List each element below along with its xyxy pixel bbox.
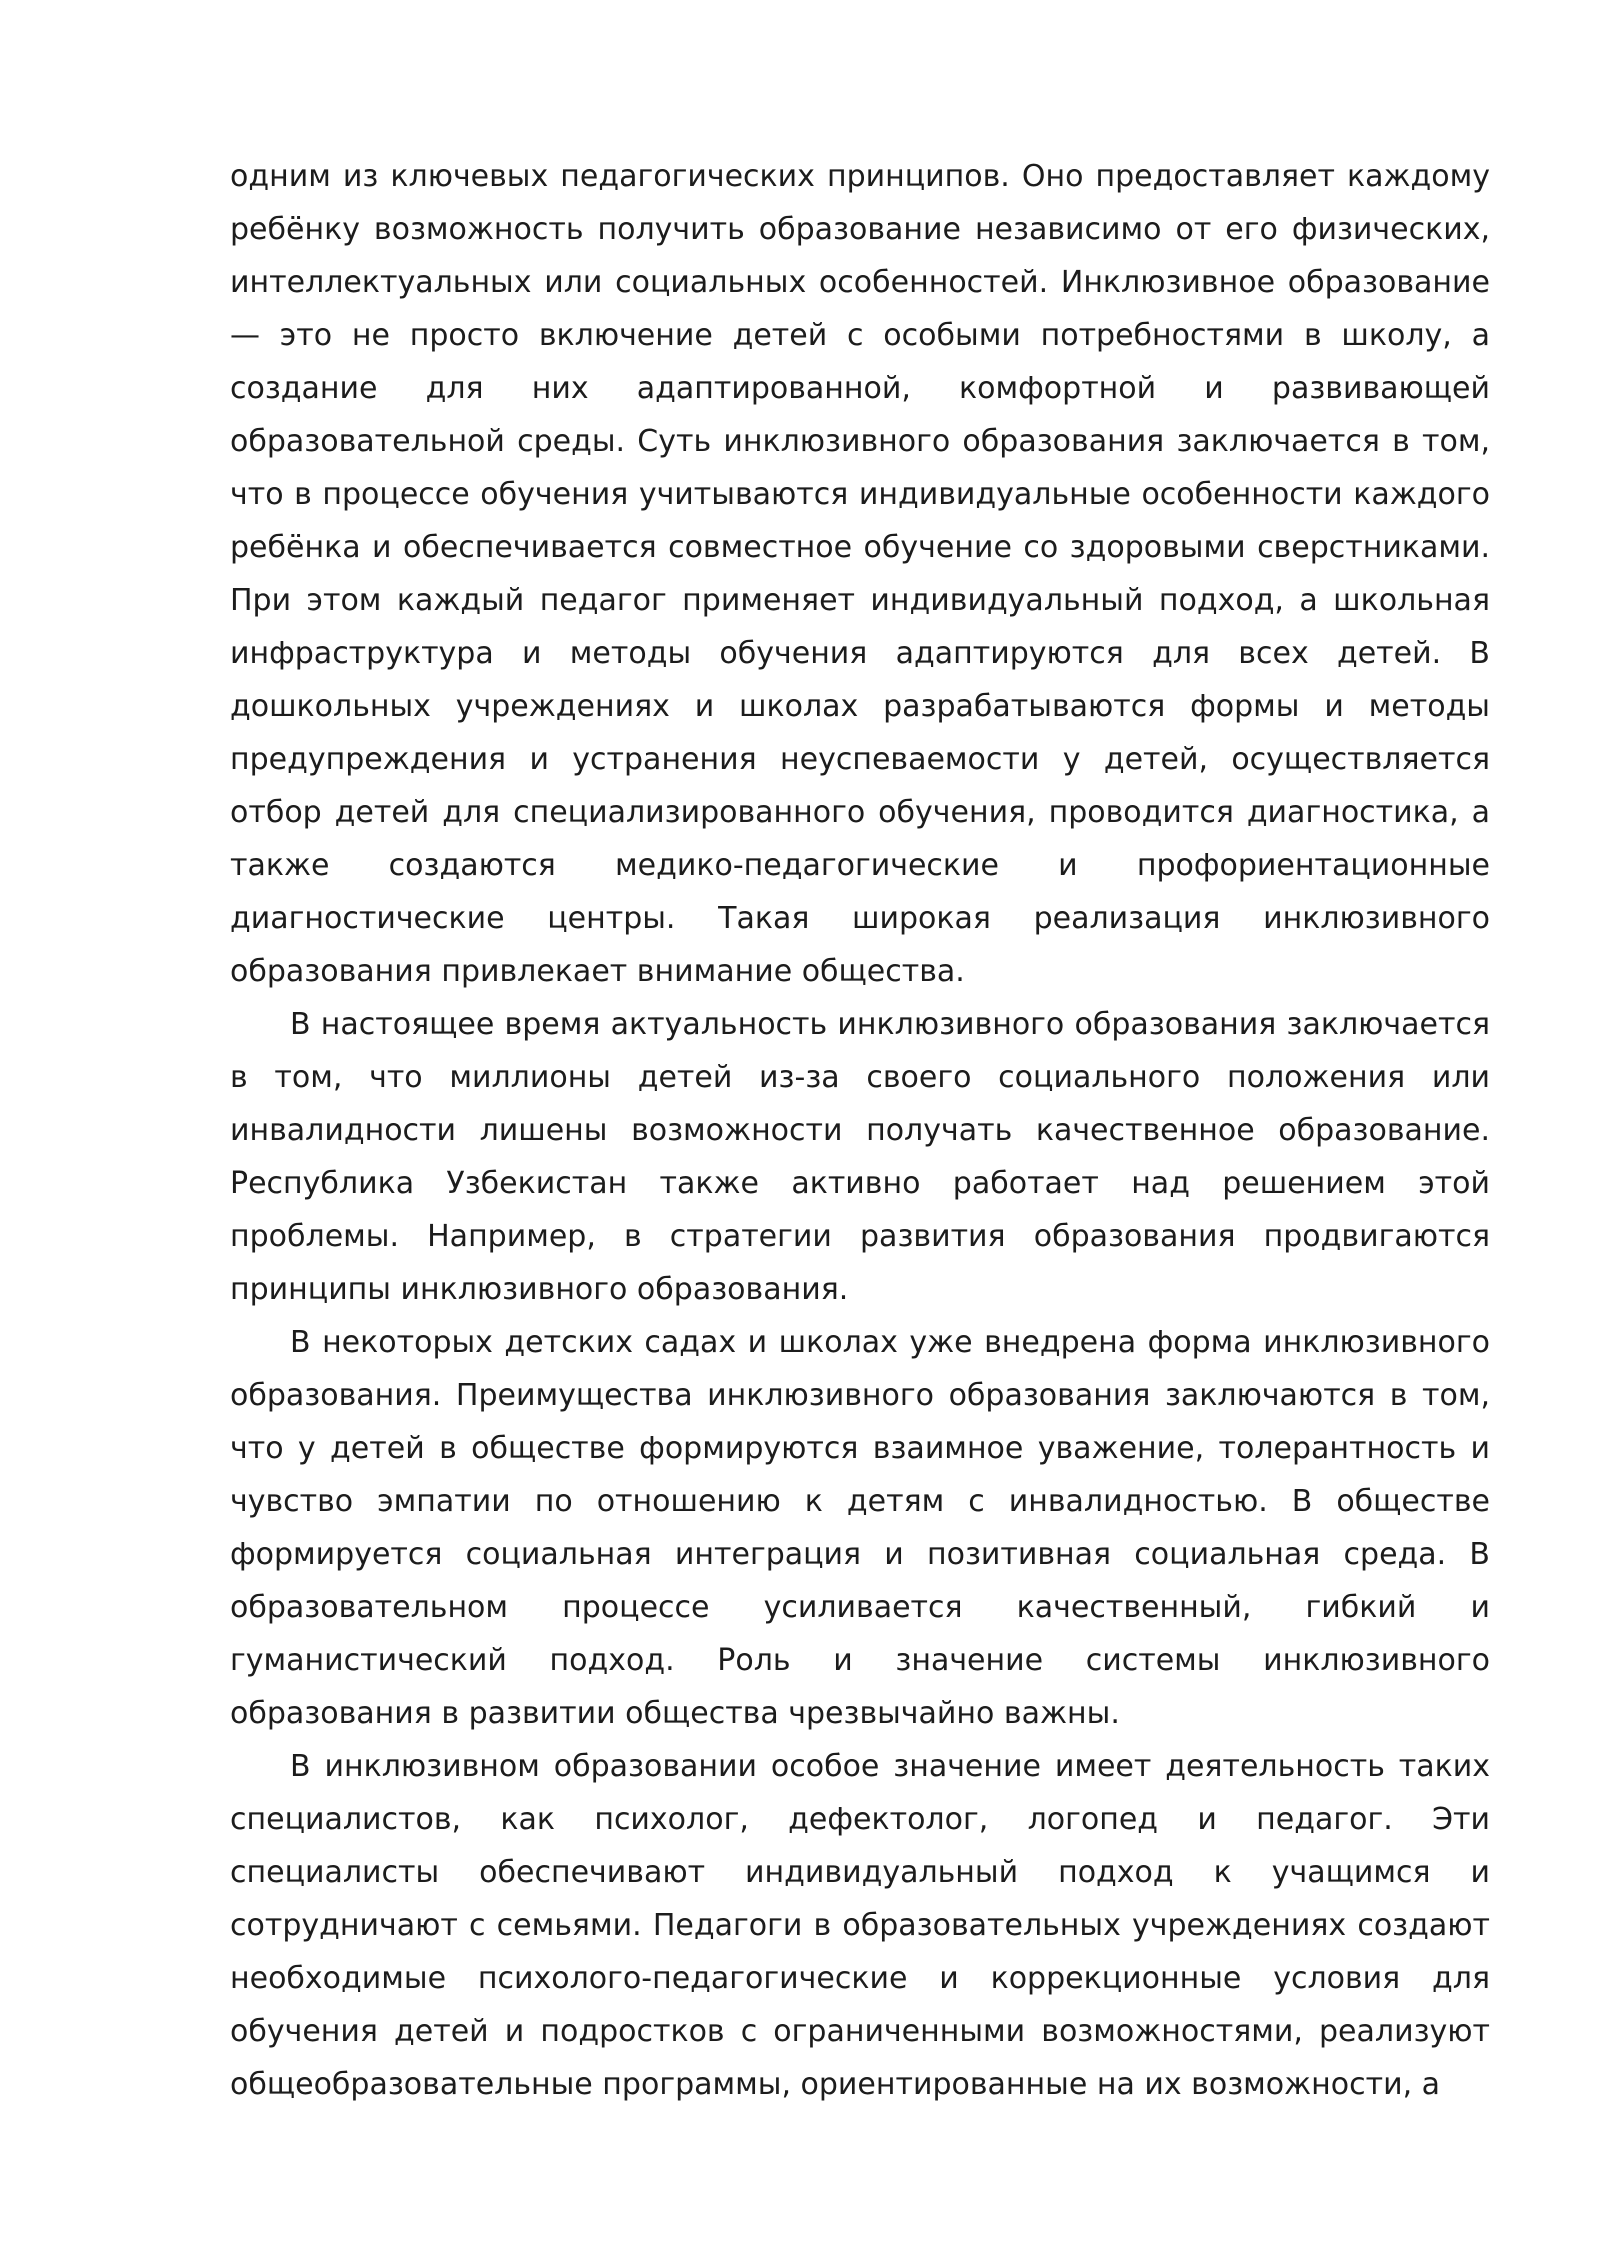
paragraph-4: В инклюзивном образовании особое значение имеет деятельность таких специалистов, как психолог, дефектолог, логопед и педагог. Эти специалисты обеспечивают индивидуальный подход к учащимся и сотрудничают с семьями. Педагоги в образовательных учреждениях создают необходимые психолого-педагогические и коррекционные условия для обучения детей и подростков с ограниченными возможностями, реализуют общеобразовательные программы, ориентированные на их возможности, а	[230, 1749, 1490, 2102]
document-page	[230, 150, 1490, 2111]
paragraph-3: В некоторых детских садах и школах уже внедрена форма инклюзивного образования. Преимущества инклюзивного образования заключаются в том, что у детей в обществе формируются взаимное уважение, толерантность и чувство эмпатии по отношению к детям с инвалидностью. В обществе формируется социальная интеграция и позитивная социальная среда. В образовательном процессе усиливается качественный, гибкий и гуманистический подход. Роль и значение системы инклюзивного образования в развитии общества чрезвычайно важны.	[230, 1325, 1490, 1731]
paragraph-2: В настоящее время актуальность инклюзивного образования заключается в том, что миллионы детей из-за своего социального положения или инвалидности лишены возможности получать качественное образование. Республика Узбекистан также активно работает над решением этой проблемы. Например, в стратегии развития образования продвигаются принципы инклюзивного образования.	[230, 1007, 1490, 1307]
paragraph-1: одним из ключевых педагогических принципов. Оно предоставляет каждому ребёнку возможность получить образование независимо от его физических, интеллектуальных или социальных особенностей. Инклюзивное образование — это не просто включение детей с особыми потребностями в школу, а создание для них адаптированной, комфортной и развивающей образовательной среды. Суть инклюзивного образования заключается в том, что в процессе обучения учитываются индивидуальные особенности каждого ребёнка и обеспечивается совместное обучение со здоровыми сверстниками. При этом каждый педагог применяет индивидуальный подход, а школьная инфраструктура и методы обучения адаптируются для всех детей. В дошкольных учреждениях и школах разрабатываются формы и методы предупреждения и устранения неуспеваемости у детей, осуществляется отбор детей для специализированного обучения, проводится диагностика, а также создаются медико-педагогические и профориентационные диагностические центры. Такая широкая реализация инклюзивного образования привлекает внимание общества.	[230, 159, 1490, 989]
